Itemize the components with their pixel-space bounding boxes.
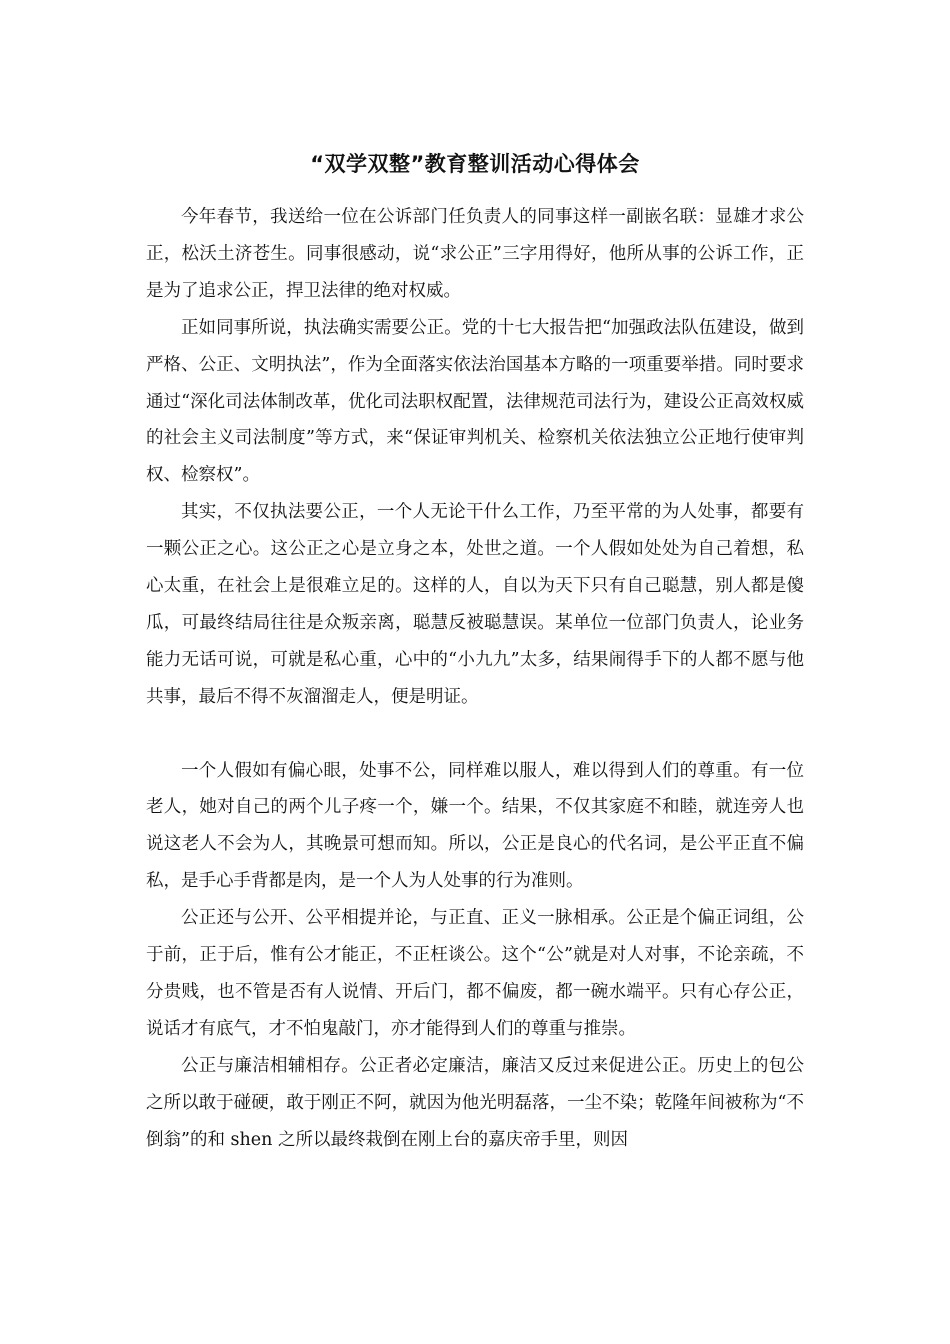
paragraph-5: 公正还与公开、公平相提并论，与正直、正义一脉相承。公正是个偏正词组，公于前，正于后，惟有公才能正，不正枉谈公。这个“公”就是对人对事，不论亲疏，不分贵贱，也不管是否有人说情、开后门，都不偏废，都一碗水端平。只有心存公正，说话才有底气，才不怕鬼敲门，亦才能得到人们的尊重与推崇。: [146, 908, 804, 1039]
paragraph-6: 公正与廉洁相辅相存。公正者必定廉洁，廉洁又反过来促进公正。历史上的包公之所以敢于碰硬，敢于刚正不阿，就因为他光明磊落，一尘不染；乾隆年间被称为“不倒翁”的和 shen 之所以最终栽倒在刚上台的嘉庆帝手里，则因: [146, 1055, 804, 1150]
paragraph-3: 其实，不仅执法要公正，一个人无论干什么工作，乃至平常的为人处事，都要有一颗公正之心。这公正之心是立身之本，处世之道。一个人假如处处为自己着想，私心太重，在社会上是很难立足的。这样的人，自以为天下只有自己聪慧，别人都是傻瓜，可最终结局往往是众叛亲离，聪慧反被聪慧误。某单位一位部门负责人，论业务能力无话可说，可就是私心重，心中的“小九九”太多，结果闹得手下的人都不愿与他共事，最后不得不灰溜溜走人，便是明证。: [146, 502, 804, 707]
paragraph-4: 一个人假如有偏心眼，处事不公，同样难以服人，难以得到人们的尊重。有一位老人，她对自己的两个儿子疼一个，嫌一个。结果，不仅其家庭不和睦，就连旁人也说这老人不会为人，其晚景可想而知。所以，公正是良心的代名词，是公平正直不偏私，是手心手背都是肉，是一个人为人处事的行为准则。: [146, 760, 804, 892]
paragraph-2: 正如同事所说，执法确实需要公正。党的十七大报告把“加强政法队伍建设，做到严格、公正、文明执法”，作为全面落实依法治国基本方略的一项重要举措。同时要求通过“深化司法体制改革，优化司法职权配置，法律规范司法行为，建设公正高效权威的社会主义司法制度”等方式，来“保证审判机关、检察机关依法独立公正地行使审判权、检察权”。: [146, 317, 804, 486]
paragraph-1: 今年春节，我送给一位在公诉部门任负责人的同事这样一副嵌名联：显雄才求公正，松沃土济苍生。同事很感动，说“求公正”三字用得好，他所从事的公诉工作，正是为了追求公正，捍卫法律的绝对权威。: [146, 207, 804, 301]
document-title: “双学双整”教育整训活动心得体会: [310, 152, 640, 176]
document-body: [146, 199, 804, 1159]
